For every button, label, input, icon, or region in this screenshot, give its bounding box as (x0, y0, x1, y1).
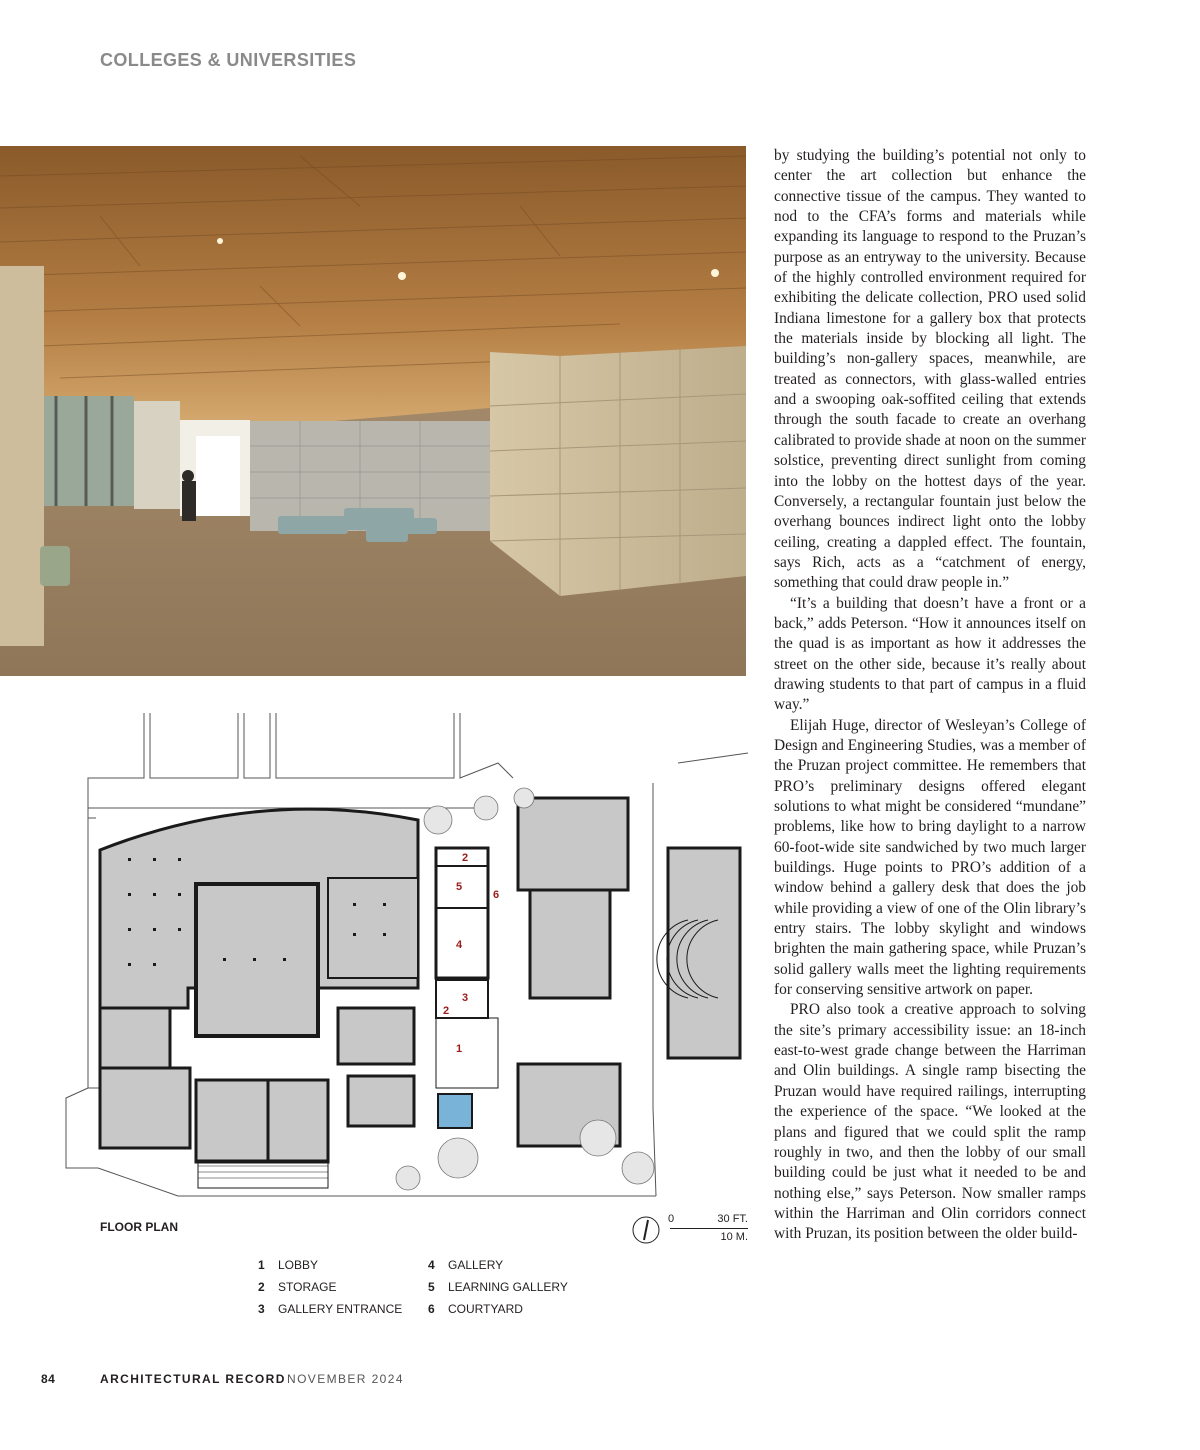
legend-item (428, 1302, 523, 1316)
plan-room-1: 1 (456, 1043, 463, 1055)
scale-bar (662, 1213, 752, 1247)
scale-line (670, 1228, 748, 1229)
lobby-photo (0, 146, 746, 676)
plan-room-2a: 2 (462, 852, 469, 864)
section-label: COLLEGES & UNIVERSITIES (100, 50, 357, 70)
legend-num: 2 (258, 1280, 265, 1294)
article-body (774, 146, 1086, 1245)
plan-room-2b: 2 (443, 1005, 450, 1017)
plan-room-6: 6 (493, 889, 500, 901)
article-paragraph: Elijah Huge, director of Wesleyan’s College of Design and Engineering Studies, was a member of the Pruzan project committee. He remembers that PRO’s preliminary designs offered elegant solutions to what might be considered “mundane” problems, like how to bring daylight to a narrow 60-foot-wide site sandwiched by two much larger buildings. Huge points to PRO’s addition of a window behind a gallery desk that does the job while providing a view of one of the Olin library’s entry stairs. The lobby skylight and windows brighten the main gathering space, while Pruzan’s solid gallery walls meet the lighting requirements for conserving sensitive artwork on paper. (774, 716, 1086, 999)
legend-item (428, 1258, 503, 1272)
legend-label: LOBBY (278, 1258, 319, 1272)
legend-num: 6 (428, 1302, 435, 1316)
scale-meters: 10 M. (720, 1231, 748, 1243)
legend-num: 4 (428, 1258, 435, 1272)
article-paragraph: by studying the building’s potential not only to center the art collection but enhance the connective tissue of the campus. They wanted to nod to the CFA’s forms and materials while expanding its language to respond to the Pruzan’s purpose as an entryway to the university. Because of the highly controlled environment required for exhibiting the delicate collection, PRO used solid Indiana limestone for a gallery box that protects the materials inside by blocking all light. The building’s non-gallery spaces, meanwhile, are treated as connectors, with glass-walled entries and a swooping oak-soffited ceiling that extends through the south facade to create an overhang calibrated to provide shade at noon on the summer solstice, preventing direct sunlight from coming into the lobby on the hottest days of the year. Conversely, a rectangular fountain just below the overhang bounces indirect light onto the lobby ceiling, creating a dappled effect. The fountain, says Rich, acts as a “catchment of energy, something that could draw people in.” (774, 147, 1086, 592)
page-number: 84 (41, 1372, 56, 1386)
floor-plan (58, 708, 758, 1208)
legend-item (258, 1302, 402, 1316)
legend-item (258, 1280, 336, 1294)
plan-room-4: 4 (456, 939, 463, 951)
north-arrow-icon (632, 1214, 660, 1246)
issue-date: NOVEMBER 2024 (287, 1372, 404, 1386)
legend-label: STORAGE (278, 1280, 337, 1294)
legend-label: GALLERY ENTRANCE (278, 1302, 403, 1316)
legend-label: LEARNING GALLERY (448, 1280, 568, 1294)
publication-name: ARCHITECTURAL RECORD (100, 1372, 286, 1386)
scale-zero: 0 (668, 1213, 675, 1225)
floor-plan-caption: FLOOR PLAN (100, 1220, 178, 1234)
legend-num: 1 (258, 1258, 265, 1272)
plan-room-3: 3 (462, 992, 469, 1004)
legend-label: GALLERY (448, 1258, 504, 1272)
legend-item (258, 1258, 318, 1272)
legend-label: COURTYARD (448, 1302, 523, 1316)
scale-feet: 30 FT. (717, 1213, 748, 1225)
article-paragraph: “It’s a building that doesn’t have a front or a back,” adds Peterson. “How it announces itself on the quad is as important as how it addresses the street on the other side, because it’s really about drawing students to that part of campus in a fluid way.” (774, 594, 1086, 714)
legend-item (428, 1280, 568, 1294)
legend-num: 3 (258, 1302, 265, 1316)
plan-room-5: 5 (456, 881, 463, 893)
legend-num: 5 (428, 1280, 435, 1294)
article-paragraph: PRO also took a creative approach to solving the site’s primary accessibility issue: an 18-inch east-to-west grade change between the Harriman and Olin buildings. A single ramp bisecting the Pruzan would have required railings, interrupting the experience of the space. “We looked at the plans and figured that we could split the ramp roughly in two, and then the lobby of our small building could be just what it needed to be and nothing else,” says Peterson. Now smaller ramps within the Harriman and Olin corridors connect with Pruzan, its position between the older build- (774, 1001, 1086, 1243)
